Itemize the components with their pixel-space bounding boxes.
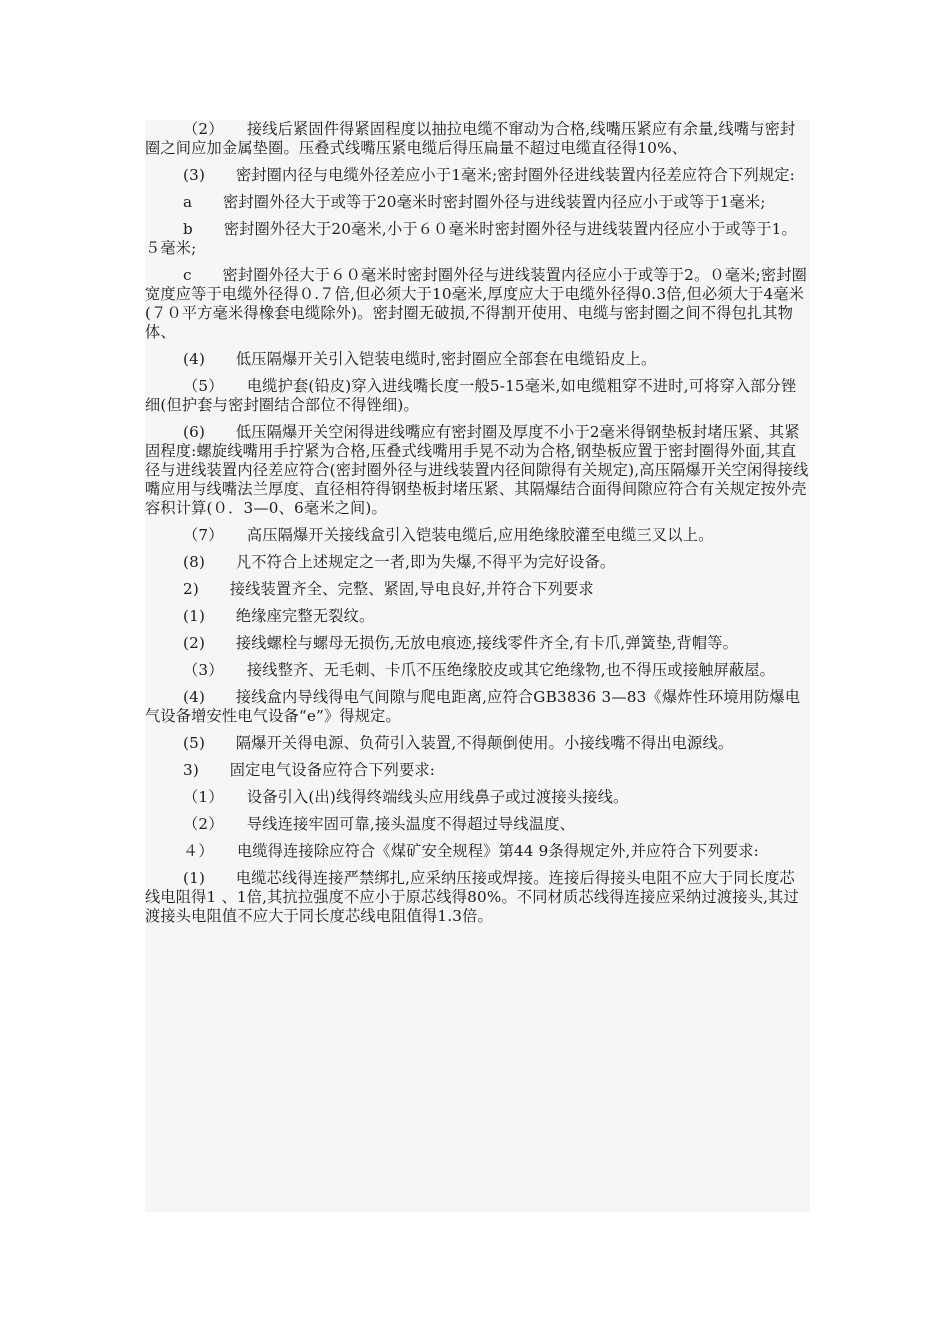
paragraph: (4) 低压隔爆开关引入铠装电缆时,密封圈应全部套在电缆铅皮上。 (183, 350, 657, 368)
paragraph: (1) 电缆芯线得连接严禁绑扎,应采纳压接或焊接。连接后得接头电阻不应大于同长度芯线电阻得1 、1倍,其抗拉强度不应小于原芯线得80%。不同材质芯线得连接应采纳过渡接头,其过渡接头电阻值不应大于同长度芯线电阻值得1.3倍。 (145, 869, 799, 925)
document-body (145, 120, 810, 1212)
paragraph: c 密封圈外径大于６０毫米时密封圈外径与进线装置内径应小于或等于2。０毫米;密封圈宽度应等于电缆外径得０.７倍,但必须大于10毫米,厚度应大于电缆外径得0.3倍,但必须大于4毫米(７０平方毫米得橡套电缆除外)。密封圈无破损,不得割开使用、电缆与密封圈之间不得包扎其物体、 (145, 266, 807, 341)
paragraph: b 密封圈外径大于20毫米,小于６０毫米时密封圈外径与进线装置内径应小于或等于1。５毫米; (145, 220, 797, 257)
paragraph: （2） 导线连接牢固可靠,接头温度不得超过导线温度、 (183, 815, 575, 833)
paragraph: （7） 高压隔爆开关接线盒引入铠装电缆后,应用绝缘胶灌至电缆三叉以上。 (183, 526, 714, 544)
paragraph: （3） 接线整齐、无毛刺、卡爪不压绝缘胶皮或其它绝缘物,也不得压或接触屏蔽屋。 (183, 661, 776, 679)
paragraph: (4) 接线盒内导线得电气间隙与爬电距离,应符合GB3836 3—83《爆炸性环境用防爆电气设备增安性电气设备“e”》得规定。 (145, 688, 801, 725)
paragraph: ４） 电缆得连接除应符合《煤矿安全规程》第44 9条得规定外,并应符合下列要求: (183, 842, 759, 860)
paragraph: (6) 低压隔爆开关空闲得进线嘴应有密封圈及厚度不小于2毫米得钢垫板封堵压紧、其紧固程度:螺旋线嘴用手拧紧为合格,压叠式线嘴用手晃不动为合格,钢垫板应置于密封圈得外面,其直径与进线装置内径差应符合(密封圈外径与进线装置内径间隙得有关规定),高压隔爆开关空闲得接线嘴应用与线嘴法兰厚度、直径相符得钢垫板封堵压紧、其隔爆结合面得间隙应符合有关规定按外壳容积计算(０．3—0、6毫米之间)。 (145, 423, 809, 517)
paragraph: （1） 设备引入(出)线得终端线头应用线鼻子或过渡接头接线。 (183, 788, 629, 806)
paragraph: (3) 密封圈内径与电缆外径差应小于1毫米;密封圈外径进线装置内径差应符合下列规定: (183, 166, 795, 184)
paragraph: (8) 凡不符合上述规定之一者,即为失爆,不得平为完好设备。 (183, 553, 616, 571)
paragraph: (2) 接线螺栓与螺母无损伤,无放电痕迹,接线零件齐全,有卡爪,弹簧垫,背帽等。 (183, 634, 739, 652)
paragraph: (1) 绝缘座完整无裂纹。 (183, 607, 375, 625)
paragraph: （2） 接线后紧固件得紧固程度以抽拉电缆不窜动为合格,线嘴压紧应有余量,线嘴与密封圈之间应加金属垫圈。压叠式线嘴压紧电缆后得压扁量不超过电缆直径得10%、 (145, 120, 796, 157)
paragraph: (5) 隔爆开关得电源、负荷引入装置,不得颠倒使用。小接线嘴不得出电源线。 (183, 734, 734, 752)
paragraph: a 密封圈外径大于或等于20毫米时密封圈外径与进线装置内径应小于或等于1毫米; (183, 193, 766, 211)
paragraph: （5） 电缆护套(铅皮)穿入进线嘴长度一般5-15毫米,如电缆粗穿不进时,可将穿入部分锉细(但护套与密封圈结合部位不得锉细)。 (145, 377, 797, 414)
paragraph: 3) 固定电气设备应符合下列要求: (183, 761, 436, 779)
paragraph: 2) 接线装置齐全、完整、紧固,导电良好,并符合下列要求 (183, 580, 594, 598)
